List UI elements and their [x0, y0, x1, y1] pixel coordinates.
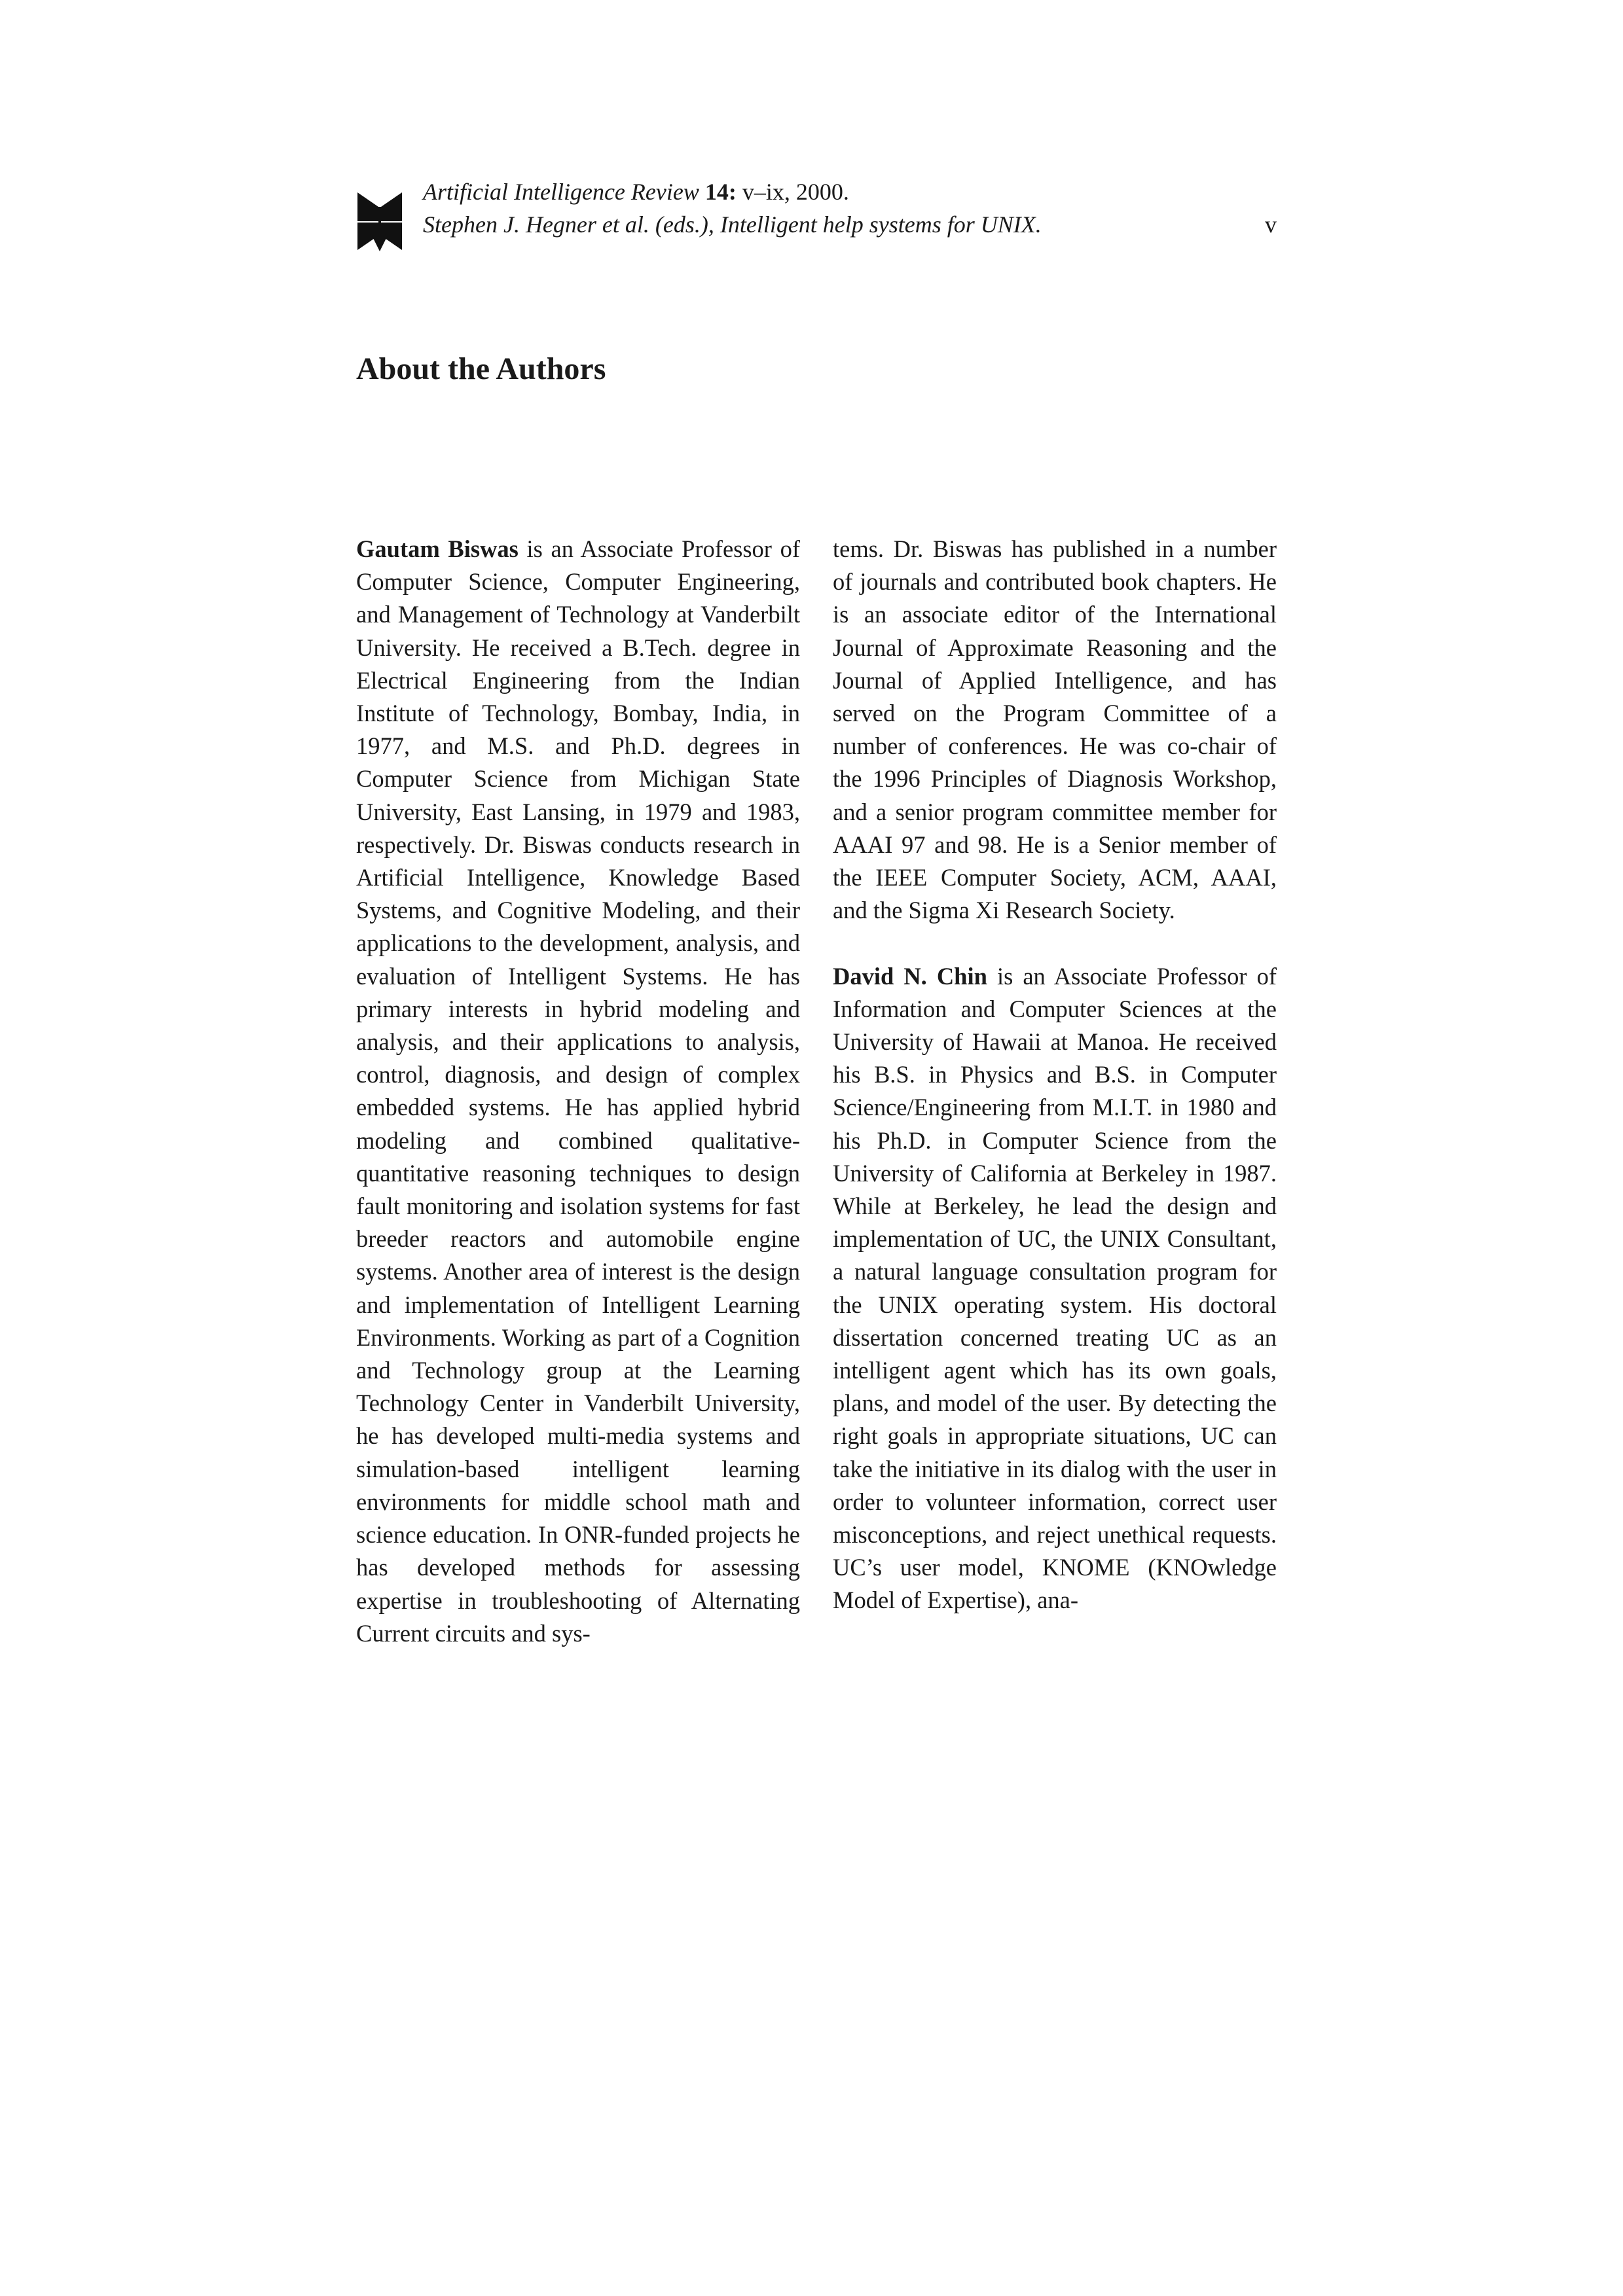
author-bio-chin — [833, 960, 1277, 1617]
journal-title: Artificial Intelligence Review — [423, 179, 699, 205]
book-citation: Stephen J. Hegner et al. (eds.), Intelligent help systems for UNIX. — [423, 211, 1042, 238]
publisher-logo-icon — [356, 190, 403, 253]
left-column — [356, 533, 800, 1650]
paragraph-gap — [833, 927, 1277, 960]
author-name: David N. Chin — [833, 962, 987, 990]
author-name: Gautam Biswas — [356, 535, 519, 562]
right-column — [833, 533, 1277, 1617]
author-bio-biswas-continued: tems. Dr. Biswas has published in a number of journals and contributed book chapters. He is an associate editor of the International Journal of Approximate Reasoning and the Journal of Applied Intelligence, and has served on the Program Committee of a number of conferences. He was co-chair of the 1996 Principles of Diagnosis Workshop, and a senior program committee member for AAAI 97 and 98. He is a Senior member of the IEEE Computer Society, ACM, AAAI, and the Sigma Xi Research Society. — [833, 535, 1277, 924]
page-number: v — [1265, 211, 1277, 238]
journal-volume: 14: — [704, 179, 737, 205]
journal-pages-year: v–ix, 2000. — [742, 179, 849, 205]
author-bio-text: is an Associate Professor of Computer Science, Computer Engineering, and Management of Technology at Vanderbilt University. He received a B.Tech. degree in Electrical Engineering from the Indian Institute of Technology, Bombay, India, in 1977, and M.S. and Ph.D. degrees in Computer Science from Michigan State University, East Lansing, in 1979 and 1983, respectively. Dr. Biswas conducts research in Artificial Intelligence, Knowledge Based Systems, and Cognitive Modeling, and their applications to the development, analysis, and evaluation of Intelligent Systems. He has primary interests in hybrid modeling and analysis, and their applications to analysis, control, diagnosis, and design of complex embedded systems. He has applied hybrid modeling and combined qualitative-quantitative reasoning techniques to design fault monitoring and isolation systems for fast breeder reactors and automobile engine systems. Another area of interest is the design and implementation of Intelligent Learning Environments. Working as part of a Cognition and Technology group at the Learning Technology Center in Vanderbilt University, he has developed multi-media systems and simulation-based intelligent learning environments for middle school math and science education. In ONR-funded projects he has developed methods for assessing expertise in troubleshooting of Alternating Current circuits and sys- — [356, 535, 800, 1647]
author-bio-text: is an Associate Professor of Information and Computer Sciences at the University of Hawaii at Manoa. He received his B.S. in Physics and B.S. in Computer Science/Engineering from M.I.T. in 1980 and his Ph.D. in Computer Science from the University of California at Berkeley in 1987. While at Berkeley, he lead the design and implementation of UC, the UNIX Consultant, a natural language consultation program for the UNIX operating system. His doctoral dissertation concerned treating UC as an intelligent agent which has its own goals, plans, and model of the user. By detecting the right goals in appropriate situations, UC can take the initiative in its dialog with the user in order to volunteer information, correct user misconceptions, and reject unethical requests. UC’s user model, KNOME (KNOwledge Model of Expertise), ana- — [833, 962, 1277, 1614]
author-bio-biswas — [356, 533, 800, 1650]
section-title: About the Authors — [356, 351, 606, 386]
journal-citation — [423, 175, 849, 208]
